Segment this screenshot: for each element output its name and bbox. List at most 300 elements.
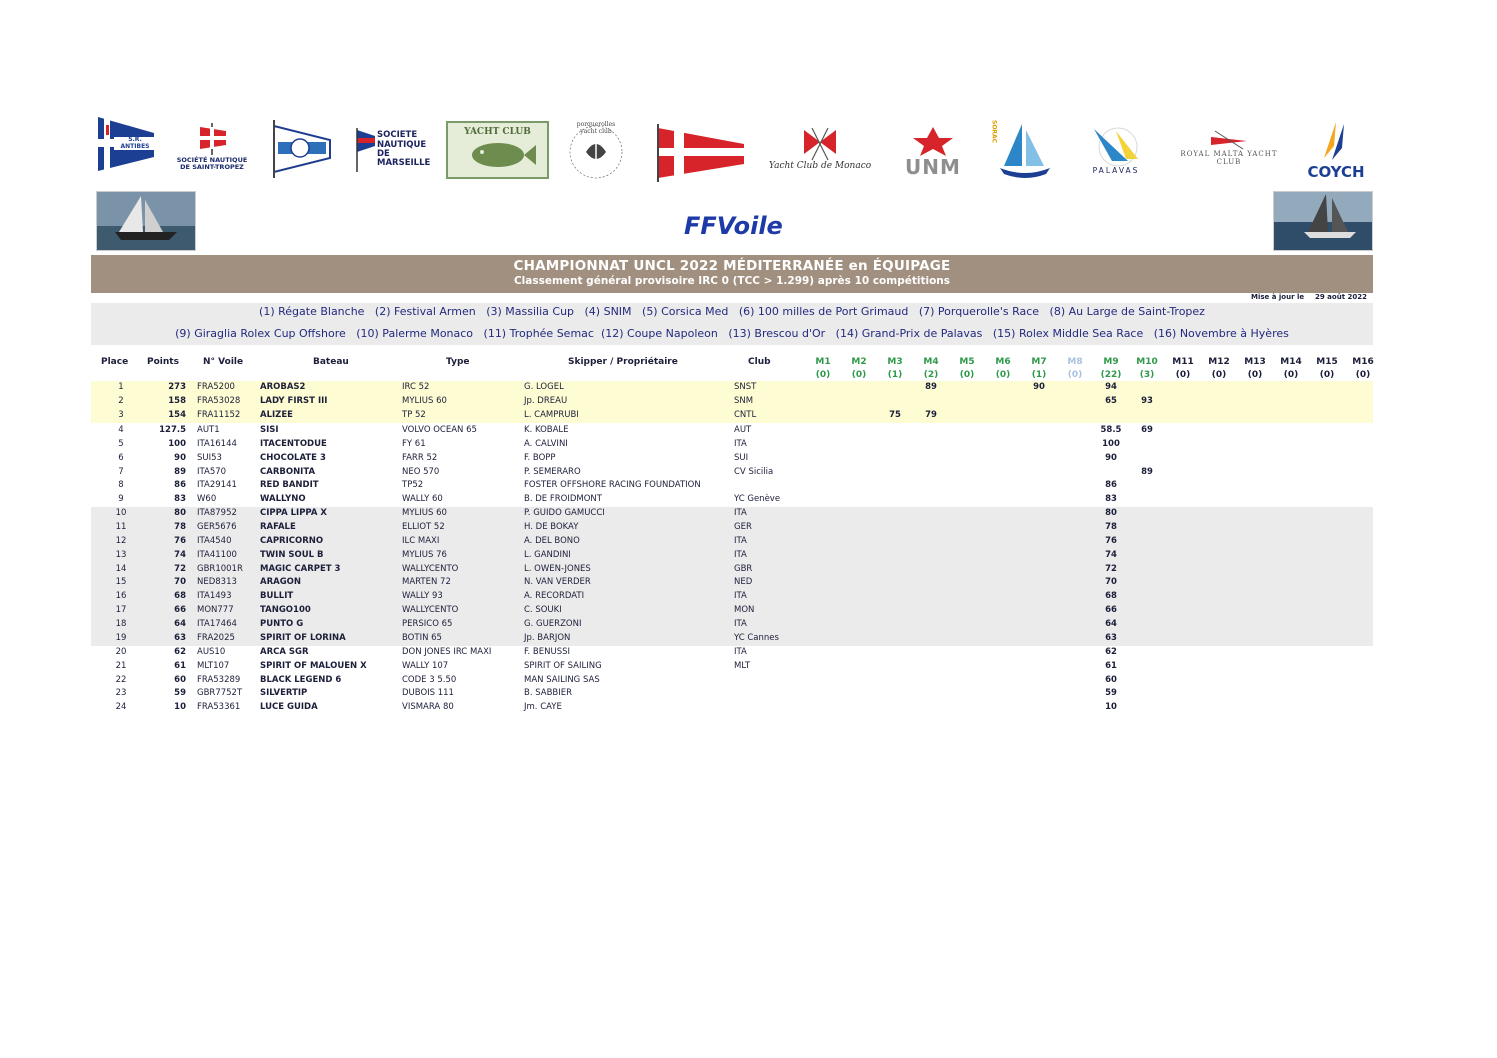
cell-score-m9: 86 xyxy=(1105,480,1117,490)
table-row xyxy=(91,563,1373,577)
header-sail-number: N° Voile xyxy=(203,357,244,367)
manche-label: M12 xyxy=(1208,357,1230,367)
cell-place: 9 xyxy=(118,494,124,504)
manche-header-m1 xyxy=(805,356,841,382)
update-date: 29 août 2022 xyxy=(1315,293,1367,301)
cell-points: 61 xyxy=(174,661,186,671)
table-row xyxy=(91,507,1373,521)
logo-coych-text: COYCH xyxy=(1307,162,1365,181)
cell-boat: LUCE GUIDA xyxy=(260,702,318,712)
cell-boat: RAFALE xyxy=(260,522,296,532)
cell-skipper: A. RECORDATI xyxy=(524,591,585,601)
cell-type: VOLVO OCEAN 65 xyxy=(402,425,477,435)
table-row xyxy=(91,687,1373,701)
sailing-photo-right xyxy=(1273,191,1373,251)
cell-boat: MAGIC CARPET 3 xyxy=(260,564,341,574)
cell-type: IRC 52 xyxy=(402,382,430,392)
cell-type: MYLIUS 76 xyxy=(402,550,447,560)
cell-boat: CARBONITA xyxy=(260,467,316,477)
cell-type: TP52 xyxy=(402,480,424,490)
cell-skipper: L. OWEN-JONES xyxy=(524,564,591,574)
logo-porquerolles-yc xyxy=(568,122,624,182)
cell-skipper: MAN SAILING SAS xyxy=(524,675,600,685)
manche-label: M15 xyxy=(1316,357,1338,367)
cell-skipper: G. LOGEL xyxy=(524,382,564,392)
cell-type: WALLY 60 xyxy=(402,494,443,504)
cell-place: 2 xyxy=(118,396,124,406)
cell-boat: BULLIT xyxy=(260,591,294,601)
cell-points: 127.5 xyxy=(159,425,186,435)
cell-sail: GBR7752T xyxy=(197,688,243,698)
cell-points: 80 xyxy=(174,508,186,518)
cell-points: 62 xyxy=(174,647,186,657)
cell-skipper: N. VAN VERDER xyxy=(524,577,591,587)
cell-points: 83 xyxy=(174,494,186,504)
cell-place: 14 xyxy=(115,564,127,574)
cell-type: WALLY 93 xyxy=(402,591,443,601)
cell-score-m9: 59 xyxy=(1105,688,1117,698)
cell-boat: SPIRIT OF LORINA xyxy=(260,633,346,643)
logo-sorac-text: SORAC xyxy=(990,120,998,144)
cell-club: CNTL xyxy=(734,410,757,420)
logo-yc-port-grimaud xyxy=(446,121,549,179)
cell-place: 3 xyxy=(118,410,124,420)
manche-label: M6 xyxy=(995,357,1011,367)
manche-count: (1) xyxy=(1031,370,1047,380)
cell-boat: PUNTO G xyxy=(260,619,304,629)
cell-skipper: SPIRIT OF SAILING xyxy=(524,661,602,671)
manche-label: M5 xyxy=(959,357,975,367)
cell-skipper: F. BOPP xyxy=(524,453,556,463)
cell-skipper: F. BENUSSI xyxy=(524,647,571,657)
cell-type: DUBOIS 111 xyxy=(402,688,454,698)
cell-type: TP 52 xyxy=(402,410,426,420)
cell-place: 18 xyxy=(115,619,127,629)
cell-sail: ITA17464 xyxy=(197,619,237,629)
cell-place: 22 xyxy=(115,675,127,685)
cell-type: ELLIOT 52 xyxy=(402,522,445,532)
manche-header-m12 xyxy=(1201,356,1237,382)
logo-yc-monaco xyxy=(764,118,876,180)
manche-count: (0) xyxy=(959,370,975,380)
manche-count: (0) xyxy=(851,370,867,380)
cell-score-m9: 90 xyxy=(1105,453,1117,463)
manche-count: (2) xyxy=(923,370,939,380)
manche-label: M4 xyxy=(923,357,939,367)
cell-score-m9: 83 xyxy=(1105,494,1117,504)
manche-label: M7 xyxy=(1031,357,1047,367)
header-club: Club xyxy=(748,357,771,367)
table-row xyxy=(91,674,1373,688)
cell-place: 10 xyxy=(115,508,127,518)
manche-label: M8 xyxy=(1067,357,1083,367)
cell-boat: CIPPA LIPPA X xyxy=(260,508,327,518)
cell-score-m9: 62 xyxy=(1105,647,1117,657)
cell-type: MYLIUS 60 xyxy=(402,396,447,406)
cell-club: GER xyxy=(734,522,752,532)
cell-score-m9: 65 xyxy=(1105,396,1117,406)
cell-sail: ITA1493 xyxy=(197,591,232,601)
cell-score-m9: 78 xyxy=(1105,522,1117,532)
cell-skipper: A. DEL BONO xyxy=(524,536,580,546)
manche-label: M14 xyxy=(1280,357,1302,367)
cell-sail: W60 xyxy=(197,494,217,504)
logo-yc-port-grimaud-text: YACHT CLUB xyxy=(464,127,531,138)
cell-sail: NED8313 xyxy=(197,577,237,587)
manche-header-m5 xyxy=(949,356,985,382)
cell-points: 72 xyxy=(174,564,186,574)
cell-points: 90 xyxy=(174,453,186,463)
cell-boat: CAPRICORNO xyxy=(260,536,324,546)
manche-count: (0) xyxy=(1067,370,1083,380)
sailing-photo-left xyxy=(96,191,196,251)
cell-points: 74 xyxy=(174,550,186,560)
cell-sail: ITA29141 xyxy=(197,480,237,490)
cell-place: 7 xyxy=(118,467,124,477)
table-row xyxy=(91,381,1373,395)
table-row xyxy=(91,701,1373,715)
cell-sail: ITA16144 xyxy=(197,439,237,449)
cell-club: SNST xyxy=(734,382,757,392)
competitions-line-1: (1) Régate Blanche (2) Festival Armen (3) Massilia Cup (4) SNIM (5) Corsica Med (6) 100 milles de Port Grimaud (7) Porquerolle's Race (8) Au Large de Saint-Tropez xyxy=(259,305,1205,318)
cell-sail: ITA570 xyxy=(197,467,227,477)
cell-place: 23 xyxy=(115,688,127,698)
cell-club: ITA xyxy=(734,439,747,449)
logo-sn-marseille-text: SOCIETE NAUTIQUE DE MARSEILLE xyxy=(377,130,431,169)
logo-yc-monaco-text: Yacht Club de Monaco xyxy=(768,161,872,172)
cell-points: 60 xyxy=(174,675,186,685)
manche-header-m14 xyxy=(1273,356,1309,382)
manche-label: M2 xyxy=(851,357,867,367)
cell-type: FARR 52 xyxy=(402,453,438,463)
cell-sail: AUS10 xyxy=(197,647,226,657)
logo-palavas-text: PALAVAS xyxy=(1092,165,1140,175)
cell-boat: BLACK LEGEND 6 xyxy=(260,675,342,685)
table-row xyxy=(91,549,1373,563)
cell-skipper: Jp. BARJON xyxy=(524,633,571,643)
logo-sr-antibes xyxy=(96,115,156,173)
manche-header-m6 xyxy=(985,356,1021,382)
manche-header-m3 xyxy=(877,356,913,382)
cell-points: 78 xyxy=(174,522,186,532)
cell-points: 100 xyxy=(168,439,186,449)
cell-club: SUI xyxy=(734,453,749,463)
header-place: Place xyxy=(101,357,129,367)
cell-points: 66 xyxy=(174,605,186,615)
manche-count: (0) xyxy=(1319,370,1335,380)
table-row xyxy=(91,493,1373,507)
cell-sail: FRA53289 xyxy=(197,675,241,685)
cell-type: WALLY 107 xyxy=(402,661,449,671)
manche-label: M9 xyxy=(1103,357,1119,367)
manche-header-m10 xyxy=(1129,356,1165,382)
manche-label: M16 xyxy=(1352,357,1374,367)
manche-count: (0) xyxy=(1175,370,1191,380)
competitions-legend xyxy=(91,303,1373,345)
cell-score-m9: 64 xyxy=(1105,619,1117,629)
cell-points: 10 xyxy=(174,702,186,712)
cell-sail: FRA2025 xyxy=(197,633,235,643)
logo-royal-malta xyxy=(1168,124,1290,172)
manche-header-m11 xyxy=(1165,356,1201,382)
cell-sail: ITA87952 xyxy=(197,508,237,518)
ffvoile-logo-text: FFVoile xyxy=(684,212,783,240)
header-type: Type xyxy=(446,357,470,367)
logo-sn-saint-tropez-text: SOCIÉTÉ NAUTIQUE DE SAINT-TROPEZ xyxy=(176,155,248,171)
table-row xyxy=(91,535,1373,549)
table-row xyxy=(91,646,1373,660)
manche-count: (3) xyxy=(1139,370,1155,380)
cell-skipper: Jp. DREAU xyxy=(524,396,568,406)
cell-boat: TANGO100 xyxy=(260,605,311,615)
cell-score-m9: 63 xyxy=(1105,633,1117,643)
cell-type: WALLYCENTO xyxy=(402,564,459,574)
manche-count: (0) xyxy=(815,370,831,380)
cell-skipper: B. DE FROIDMONT xyxy=(524,494,602,504)
logo-sn-marseille xyxy=(354,120,431,180)
cell-sail: FRA5200 xyxy=(197,382,235,392)
manche-header-m9 xyxy=(1093,356,1129,382)
logo-unm xyxy=(896,124,970,180)
cell-type: VISMARA 80 xyxy=(402,702,454,712)
cell-sail: ITA41100 xyxy=(197,550,237,560)
ffvoile-logo xyxy=(684,206,783,246)
cell-place: 16 xyxy=(115,591,127,601)
cell-place: 24 xyxy=(115,702,127,712)
cell-sail: FRA53361 xyxy=(197,702,241,712)
cell-skipper: P. GUIDO GAMUCCI xyxy=(524,508,605,518)
cell-club: SNM xyxy=(734,396,754,406)
manche-header-m7 xyxy=(1021,356,1057,382)
table-row xyxy=(91,604,1373,618)
cell-points: 154 xyxy=(168,410,186,420)
cell-skipper: P. SEMERARO xyxy=(524,467,581,477)
cell-boat: CHOCOLATE 3 xyxy=(260,453,326,463)
manche-header-m4 xyxy=(913,356,949,382)
cell-type: MYLIUS 60 xyxy=(402,508,447,518)
manche-count: (0) xyxy=(1211,370,1227,380)
cell-place: 13 xyxy=(115,550,127,560)
cell-type: CODE 3 5.50 xyxy=(402,675,457,685)
manche-header-m8 xyxy=(1057,356,1093,382)
header-boat: Bateau xyxy=(313,357,349,367)
cell-sail: FRA11152 xyxy=(197,410,241,420)
cell-boat: TWIN SOUL B xyxy=(260,550,324,560)
manche-label: M13 xyxy=(1244,357,1266,367)
cell-points: 64 xyxy=(174,619,186,629)
cell-points: 59 xyxy=(174,688,186,698)
cell-place: 8 xyxy=(118,480,124,490)
table-row xyxy=(91,479,1373,493)
cell-club: ITA xyxy=(734,647,747,657)
cell-score-m9: 70 xyxy=(1105,577,1117,587)
logo-unm-text: UNM xyxy=(905,155,961,179)
cell-club: GBR xyxy=(734,564,753,574)
cell-skipper: Jm. CAYE xyxy=(524,702,562,712)
logo-sorac xyxy=(992,116,1058,182)
manche-header-m15 xyxy=(1309,356,1345,382)
cell-boat: AROBAS2 xyxy=(260,382,306,392)
cell-club: ITA xyxy=(734,536,747,546)
cell-score-m9: 94 xyxy=(1105,382,1117,392)
cell-points: 70 xyxy=(174,577,186,587)
cell-skipper: K. KOBALE xyxy=(524,425,569,435)
cell-skipper: B. SABBIER xyxy=(524,688,573,698)
table-row xyxy=(91,632,1373,646)
cell-points: 63 xyxy=(174,633,186,643)
cell-points: 89 xyxy=(174,467,186,477)
table-row xyxy=(91,660,1373,674)
logo-sn-saint-tropez xyxy=(172,116,252,176)
title-banner xyxy=(91,255,1373,293)
cell-type: WALLYCENTO xyxy=(402,605,459,615)
cell-score-m9: 58.5 xyxy=(1100,425,1122,435)
cell-points: 158 xyxy=(168,396,186,406)
cell-club: MLT xyxy=(734,661,751,671)
cell-boat: RED BANDIT xyxy=(260,480,319,490)
cell-skipper: A. CALVINI xyxy=(524,439,568,449)
cell-place: 11 xyxy=(115,522,127,532)
cell-sail: MLT107 xyxy=(197,661,230,671)
cell-boat: ARCA SGR xyxy=(260,647,309,657)
cell-type: DON JONES IRC MAXI xyxy=(402,647,492,657)
cell-points: 76 xyxy=(174,536,186,546)
cell-place: 15 xyxy=(115,577,127,587)
cell-boat: ITACENTODUE xyxy=(260,439,327,449)
cell-score-m9: 72 xyxy=(1105,564,1117,574)
cell-place: 20 xyxy=(115,647,127,657)
cell-club: ITA xyxy=(734,591,747,601)
cell-score-m3: 75 xyxy=(889,410,901,420)
cell-boat: LADY FIRST III xyxy=(260,396,328,406)
cell-score-m9: 10 xyxy=(1105,702,1117,712)
cell-score-m7: 90 xyxy=(1033,382,1045,392)
cell-place: 17 xyxy=(115,605,127,615)
cell-points: 273 xyxy=(168,382,186,392)
cell-club: AUT xyxy=(734,425,752,435)
cell-score-m9: 66 xyxy=(1105,605,1117,615)
cell-boat: SILVERTIP xyxy=(260,688,308,698)
table-row xyxy=(91,452,1373,466)
cell-points: 86 xyxy=(174,480,186,490)
cell-place: 21 xyxy=(115,661,127,671)
logo-flag xyxy=(654,124,748,182)
table-row xyxy=(91,438,1373,452)
cell-club: ITA xyxy=(734,619,747,629)
cell-type: FY 61 xyxy=(402,439,426,449)
manche-label: M11 xyxy=(1172,357,1194,367)
update-label: Mise à jour le xyxy=(1251,293,1305,301)
cell-place: 19 xyxy=(115,633,127,643)
cell-club: CV Sicilia xyxy=(734,467,774,477)
competitions-line-2: (9) Giraglia Rolex Cup Offshore (10) Palerme Monaco (11) Trophée Semac (12) Coupe Napoleon (13) Brescou d'Or (14) Grand-Prix de Palavas (15) Rolex Middle Sea Race (16) Novembre à Hyères xyxy=(175,327,1289,340)
manche-header-m2 xyxy=(841,356,877,382)
cell-type: BOTIN 65 xyxy=(402,633,442,643)
cell-place: 4 xyxy=(118,425,124,435)
header-points: Points xyxy=(147,357,179,367)
cell-club: MON xyxy=(734,605,755,615)
cell-sail: MON777 xyxy=(197,605,234,615)
cell-sail: SUI53 xyxy=(197,453,222,463)
cell-score-m9: 68 xyxy=(1105,591,1117,601)
cell-score-m10: 69 xyxy=(1141,425,1153,435)
cell-score-m9: 74 xyxy=(1105,550,1117,560)
cell-score-m9: 61 xyxy=(1105,661,1117,671)
manche-label: M10 xyxy=(1136,357,1158,367)
cell-club: ITA xyxy=(734,550,747,560)
manche-header-m13 xyxy=(1237,356,1273,382)
cell-club: YC Genève xyxy=(734,494,781,504)
cell-boat: WALLYNO xyxy=(260,494,306,504)
cell-club: NED xyxy=(734,577,753,587)
cell-score-m9: 60 xyxy=(1105,675,1117,685)
cell-type: NEO 570 xyxy=(402,467,440,477)
cell-boat: SISI xyxy=(260,425,279,435)
table-row xyxy=(91,521,1373,535)
table-row xyxy=(91,576,1373,590)
cell-score-m9: 100 xyxy=(1102,439,1120,449)
cell-place: 5 xyxy=(118,439,124,449)
manche-count: (0) xyxy=(995,370,1011,380)
manche-count: (1) xyxy=(887,370,903,380)
logo-coych-pennant xyxy=(270,120,336,178)
logo-coych xyxy=(1298,116,1374,184)
cell-score-m9: 76 xyxy=(1105,536,1117,546)
cell-skipper: C. SOUKI xyxy=(524,605,562,615)
cell-sail: GBR1001R xyxy=(197,564,243,574)
cell-sail: ITA4540 xyxy=(197,536,232,546)
table-row xyxy=(91,466,1373,480)
manche-label: M1 xyxy=(815,357,831,367)
table-row xyxy=(91,424,1373,438)
page-subtitle: Classement général provisoire IRC 0 (TCC > 1.299) après 10 compétitions xyxy=(513,275,951,287)
cell-score-m4: 79 xyxy=(925,410,937,420)
manche-count: (22) xyxy=(1100,370,1122,380)
logo-palavas xyxy=(1080,120,1152,180)
cell-boat: ALIZEE xyxy=(260,410,293,420)
cell-skipper: G. GUERZONI xyxy=(524,619,582,629)
cell-score-m9: 80 xyxy=(1105,508,1117,518)
cell-club: YC Cannes xyxy=(734,633,779,643)
cell-sail: FRA53028 xyxy=(197,396,241,406)
cell-club: ITA xyxy=(734,508,747,518)
cell-score-m10: 93 xyxy=(1141,396,1153,406)
cell-sail: AUT1 xyxy=(197,425,220,435)
cell-place: 6 xyxy=(118,453,124,463)
table-row xyxy=(91,395,1373,409)
logo-sr-antibes-text: S.R. ANTIBES xyxy=(114,137,156,150)
cell-score-m10: 89 xyxy=(1141,467,1153,477)
cell-type: MARTEN 72 xyxy=(402,577,451,587)
cell-skipper: H. DE BOKAY xyxy=(524,522,579,532)
cell-boat: ARAGON xyxy=(260,577,302,587)
cell-skipper: L. CAMPRUBI xyxy=(524,410,579,420)
cell-type: PERSICO 65 xyxy=(402,619,453,629)
cell-score-m4: 89 xyxy=(925,382,937,392)
cell-place: 12 xyxy=(115,536,127,546)
cell-boat: SPIRIT OF MALOUEN X xyxy=(260,661,367,671)
manche-count: (0) xyxy=(1247,370,1263,380)
header-skipper: Skipper / Propriétaire xyxy=(568,357,678,367)
cell-skipper: L. GANDINI xyxy=(524,550,571,560)
cell-sail: GER5676 xyxy=(197,522,237,532)
manche-header-m16 xyxy=(1345,356,1381,382)
cell-place: 1 xyxy=(118,382,124,392)
manche-label: M3 xyxy=(887,357,903,367)
manche-count: (0) xyxy=(1283,370,1299,380)
table-row xyxy=(91,590,1373,604)
logo-porquerolles-text: porquerolles yacht club xyxy=(576,121,616,135)
